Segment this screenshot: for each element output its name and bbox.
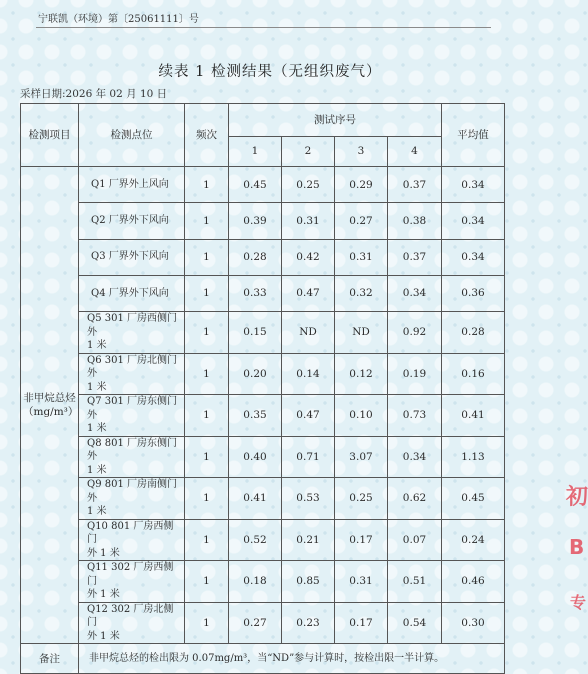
point-line-1: Q6 301 厂房北侧门外 bbox=[87, 354, 178, 380]
header-row bbox=[21, 104, 505, 137]
average-cell: 0.45 bbox=[442, 478, 505, 520]
seal-fragment: B bbox=[569, 535, 585, 559]
value-cell: 0.53 bbox=[282, 478, 335, 520]
value-cell: 0.25 bbox=[335, 478, 388, 520]
point-cell bbox=[79, 312, 185, 354]
point-line-2: 1 米 bbox=[87, 464, 107, 476]
value-cell: 0.17 bbox=[335, 519, 388, 561]
value-cell: 0.54 bbox=[388, 602, 442, 644]
value-cell: 0.42 bbox=[282, 239, 335, 275]
value-cell: 0.29 bbox=[335, 167, 388, 203]
note-label: 备注 bbox=[21, 644, 79, 674]
header-point: 检测点位 bbox=[79, 104, 185, 167]
item-name: 非甲烷总烃 bbox=[23, 391, 76, 404]
value-cell: 0.15 bbox=[229, 312, 282, 354]
point-cell bbox=[79, 395, 185, 437]
note-row bbox=[21, 644, 505, 674]
value-cell: 0.20 bbox=[229, 353, 282, 395]
value-cell: ND bbox=[282, 312, 335, 354]
value-cell: 0.47 bbox=[282, 395, 335, 437]
average-cell: 0.24 bbox=[442, 519, 505, 561]
average-cell: 0.30 bbox=[442, 602, 505, 644]
value-cell: 0.27 bbox=[229, 602, 282, 644]
value-cell: 0.32 bbox=[335, 275, 388, 311]
frequency-cell: 1 bbox=[185, 602, 229, 644]
value-cell: 0.39 bbox=[229, 203, 282, 239]
table-row bbox=[21, 478, 505, 520]
value-cell: 3.07 bbox=[335, 436, 388, 478]
value-cell: 0.18 bbox=[229, 561, 282, 603]
table-row bbox=[21, 353, 505, 395]
point-line-1: Q8 801 厂房东侧门外 bbox=[87, 437, 178, 463]
value-cell: 0.45 bbox=[229, 167, 282, 203]
table-row bbox=[21, 561, 505, 603]
value-cell: 0.37 bbox=[388, 167, 442, 203]
average-cell: 0.34 bbox=[442, 239, 505, 275]
value-cell: ND bbox=[335, 312, 388, 354]
point-line-1: Q5 301 厂房西侧门外 bbox=[87, 313, 178, 338]
table-row bbox=[21, 203, 505, 239]
frequency-cell: 1 bbox=[185, 167, 229, 203]
table-row bbox=[21, 395, 505, 437]
value-cell: 0.41 bbox=[229, 478, 282, 520]
point-line-2: 1 米 bbox=[87, 423, 107, 435]
value-cell: 0.10 bbox=[335, 395, 388, 437]
header-seq-1: 1 bbox=[229, 137, 282, 167]
value-cell: 0.27 bbox=[335, 203, 388, 239]
document-number: 宁联凯（环境）第〔25061111〕号 bbox=[38, 14, 199, 25]
frequency-cell: 1 bbox=[185, 519, 229, 561]
value-cell: 0.31 bbox=[282, 203, 335, 239]
frequency-cell: 1 bbox=[185, 239, 229, 275]
value-cell: 0.33 bbox=[229, 275, 282, 311]
header-item: 检测项目 bbox=[21, 104, 79, 167]
point-cell bbox=[79, 561, 185, 603]
value-cell: 0.47 bbox=[282, 275, 335, 311]
seal-fragment: 初 bbox=[566, 485, 588, 510]
value-cell: 0.51 bbox=[388, 561, 442, 603]
value-cell: 0.38 bbox=[388, 203, 442, 239]
point-cell bbox=[79, 519, 185, 561]
value-cell: 0.14 bbox=[282, 353, 335, 395]
table-row bbox=[21, 167, 505, 203]
average-cell: 0.16 bbox=[442, 353, 505, 395]
average-cell: 1.13 bbox=[442, 436, 505, 478]
value-cell: 0.19 bbox=[388, 353, 442, 395]
value-cell: 0.31 bbox=[335, 561, 388, 603]
value-cell: 0.34 bbox=[388, 436, 442, 478]
value-cell: 0.07 bbox=[388, 519, 442, 561]
header-test-sequence: 测试序号 bbox=[229, 104, 442, 137]
seal-fragment: 专 bbox=[570, 593, 587, 612]
value-cell: 0.52 bbox=[229, 519, 282, 561]
header-seq-3: 3 bbox=[335, 137, 388, 167]
average-cell: 0.41 bbox=[442, 395, 505, 437]
average-cell: 0.28 bbox=[442, 312, 505, 354]
table-row bbox=[21, 602, 505, 644]
results-table bbox=[20, 103, 505, 674]
table-row bbox=[21, 239, 505, 275]
point-line-1: Q9 801 厂房南侧门外 bbox=[87, 479, 178, 504]
item-cell bbox=[21, 167, 79, 644]
frequency-cell: 1 bbox=[185, 353, 229, 395]
point-line-2: 1 米 bbox=[87, 340, 107, 352]
value-cell: 0.71 bbox=[282, 436, 335, 478]
header-rule bbox=[36, 27, 491, 28]
frequency-cell: 1 bbox=[185, 478, 229, 520]
frequency-cell: 1 bbox=[185, 395, 229, 437]
value-cell: 0.31 bbox=[335, 239, 388, 275]
value-cell: 0.40 bbox=[229, 436, 282, 478]
point-line-2: 1 米 bbox=[87, 506, 107, 518]
point-cell: Q4 厂界外下风向 bbox=[79, 275, 185, 311]
average-cell: 0.34 bbox=[442, 167, 505, 203]
point-cell bbox=[79, 478, 185, 520]
average-cell: 0.34 bbox=[442, 203, 505, 239]
point-line-1: Q10 801 厂房西侧门 bbox=[87, 520, 174, 546]
header-seq-4: 4 bbox=[388, 137, 442, 167]
frequency-cell: 1 bbox=[185, 312, 229, 354]
header-seq-2: 2 bbox=[282, 137, 335, 167]
point-line-2: 外 1 米 bbox=[87, 547, 120, 559]
value-cell: 0.85 bbox=[282, 561, 335, 603]
frequency-cell: 1 bbox=[185, 436, 229, 478]
table-title: 续表 1 检测结果（无组织废气） bbox=[158, 64, 382, 80]
value-cell: 0.23 bbox=[282, 602, 335, 644]
header-frequency: 频次 bbox=[185, 104, 229, 167]
value-cell: 0.73 bbox=[388, 395, 442, 437]
value-cell: 0.21 bbox=[282, 519, 335, 561]
average-cell: 0.36 bbox=[442, 275, 505, 311]
table-row bbox=[21, 436, 505, 478]
value-cell: 0.35 bbox=[229, 395, 282, 437]
point-line-1: Q7 301 厂房东侧门外 bbox=[87, 396, 178, 421]
value-cell: 0.37 bbox=[388, 239, 442, 275]
value-cell: 0.28 bbox=[229, 239, 282, 275]
header-average: 平均值 bbox=[442, 104, 505, 167]
table-row bbox=[21, 275, 505, 311]
point-line-2: 外 1 米 bbox=[87, 589, 120, 601]
value-cell: 0.92 bbox=[388, 312, 442, 354]
point-line-2: 外 1 米 bbox=[87, 630, 120, 642]
value-cell: 0.12 bbox=[335, 353, 388, 395]
item-unit: （mg/m³） bbox=[23, 406, 79, 419]
table-row bbox=[21, 312, 505, 354]
point-line-1: Q11 302 厂房西侧门 bbox=[87, 562, 174, 587]
value-cell: 0.62 bbox=[388, 478, 442, 520]
value-cell: 0.25 bbox=[282, 167, 335, 203]
point-cell bbox=[79, 436, 185, 478]
value-cell: 0.17 bbox=[335, 602, 388, 644]
point-cell: Q1 厂界外上风向 bbox=[79, 167, 185, 203]
table-row bbox=[21, 519, 505, 561]
sampling-date: 采样日期:2026 年 02 月 10 日 bbox=[20, 88, 168, 100]
point-line-1: Q12 302 厂房北侧门 bbox=[87, 603, 174, 629]
point-cell bbox=[79, 602, 185, 644]
average-cell: 0.46 bbox=[442, 561, 505, 603]
point-cell: Q2 厂界外下风向 bbox=[79, 203, 185, 239]
value-cell: 0.34 bbox=[388, 275, 442, 311]
frequency-cell: 1 bbox=[185, 561, 229, 603]
frequency-cell: 1 bbox=[185, 203, 229, 239]
point-cell: Q3 厂界外下风向 bbox=[79, 239, 185, 275]
note-text: 非甲烷总烃的检出限为 0.07mg/m³，当“ND”参与计算时，按检出限一半计算。 bbox=[79, 644, 505, 674]
frequency-cell: 1 bbox=[185, 275, 229, 311]
point-line-2: 1 米 bbox=[87, 381, 107, 393]
point-cell bbox=[79, 353, 185, 395]
